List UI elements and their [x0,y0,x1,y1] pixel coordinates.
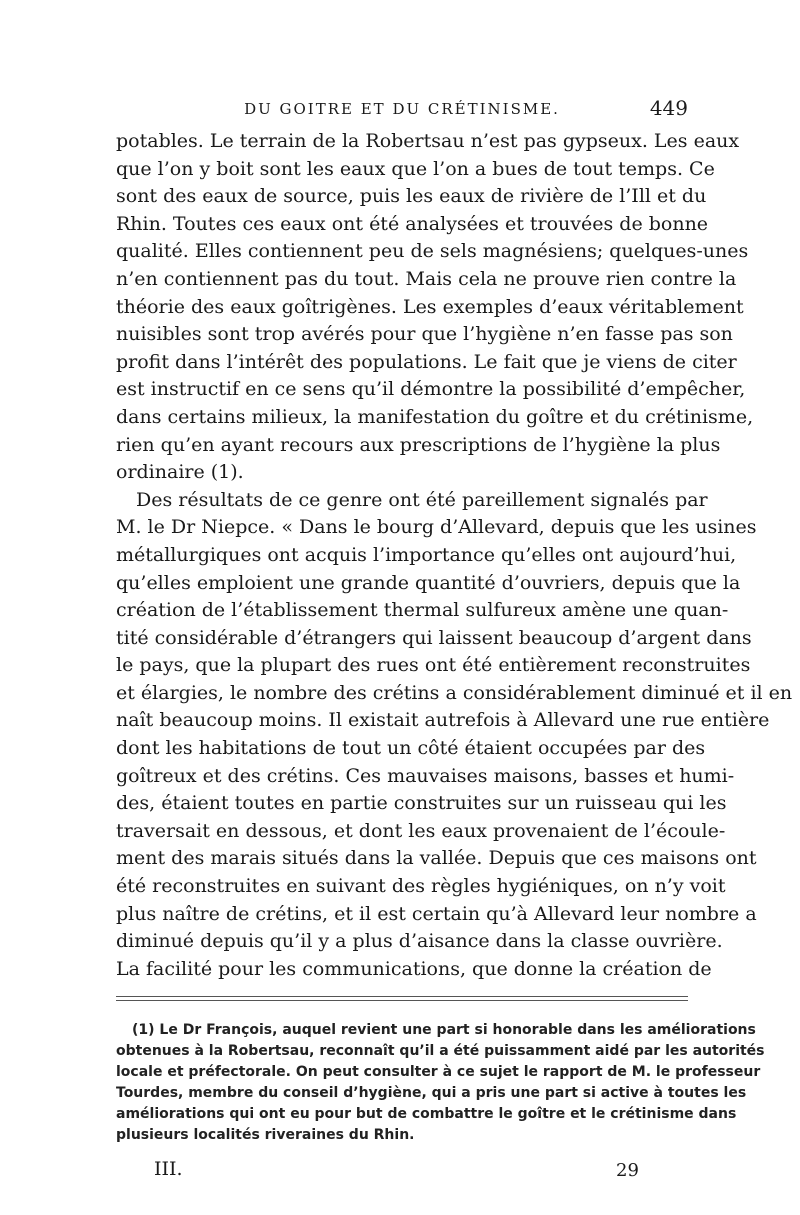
text-line: profit dans l’intérêt des populations. Le fait que je viens de citer [116,350,737,373]
footnote-line: (1) Le Dr François, auquel revient une part si honorable dans les améliorations [132,1022,756,1038]
text-line: métallurgiques ont acquis l’importance qu’elles ont aujourd’hui, [116,543,737,566]
text-line: La facilité pour les communications, que donne la création de [116,957,712,980]
text-line: que l’on y boit sont les eaux que l’on a bues de tout temps. Ce [116,157,715,180]
text-line: création de l’établissement thermal sulfureux amène une quan- [116,599,729,622]
running-head [116,98,688,122]
text-line: qualité. Elles contiennent peu de sels magnésiens; quelques-unes [116,240,749,263]
text-line: dont les habitations de tout un côté étaient occupées par des [116,737,706,760]
footnote-line: Tourdes, membre du conseil d’hygiène, qui a pris une part si active à toutes les [116,1085,747,1101]
text-line: dans certains milieux, la manifestation du goître et du crétinisme, [116,405,754,428]
text-line: des, étaient toutes en partie construites sur un ruisseau qui les [116,792,727,815]
footnote-line: obtenues à la Robertsau, reconnaît qu’il a été puissamment aidé par les autorités [116,1043,765,1059]
text-line: potables. Le terrain de la Robertsau n’est pas gypseux. Les eaux [116,130,740,152]
text-line: rien qu’en ayant recours aux prescriptions de l’hygiène la plus [116,433,721,456]
text-line: est instructif en ce sens qu’il démontre la possibilité d’empêcher, [116,378,746,401]
text-line: ordinaire (1). [116,461,244,484]
footnote-line: locale et préfectorale. On peut consulter à ce sujet le rapport de M. le professeur [116,1064,761,1080]
text-line: sont des eaux de source, puis les eaux de rivière de l’Ill et du [116,185,707,208]
text-line: le pays, que la plupart des rues ont été entièrement reconstruites [116,654,751,677]
text-line: qu’elles emploient une grande quantité d’ouvriers, depuis que la [116,571,741,594]
text-line: traversait en dessous, et dont les eaux provenaient de l’écoule- [116,819,726,842]
signature-volume: III. [154,1158,183,1180]
text-line: diminué depuis qu’il y a plus d’aisance dans la classe ouvrière. [116,930,723,953]
footnote-line: améliorations qui ont eu pour but de combattre le goître et le crétinisme dans [116,1106,737,1122]
text-line: tité considérable d’étrangers qui laissent beaucoup d’argent dans [116,626,752,649]
footnote [116,1020,765,1146]
text-line: ment des marais situés dans la vallée. Depuis que ces maisons ont [116,847,757,870]
text-line: Rhin. Toutes ces eaux ont été analysées et trouvées de bonne [116,212,709,235]
footnote-separator [116,996,688,1001]
text-line: été reconstruites en suivant des règles hygiéniques, on n’y voit [116,875,726,898]
main-text [116,128,793,983]
text-line: M. le Dr Niepce. « Dans le bourg d’Allevard, depuis que les usines [116,516,757,539]
running-title: DU GOITRE ET DU CRÉTINISME. [244,100,560,118]
text-line: Des résultats de ce genre ont été pareillement signalés par [136,488,708,511]
text-line: goîtreux et des crétins. Ces mauvaises maisons, basses et humi- [116,764,735,787]
text-line: n’en contiennent pas du tout. Mais cela ne prouve rien contre la [116,267,737,290]
text-line: théorie des eaux goîtrigènes. Les exemples d’eaux véritablement [116,295,744,318]
footnote-line: plusieurs localités riveraines du Rhin. [116,1127,415,1143]
signature-number: 29 [616,1160,639,1181]
text-line: nuisibles sont trop avérés pour que l’hygiène n’en fasse pas son [116,323,733,346]
text-line: plus naître de crétins, et il est certain qu’à Allevard leur nombre a [116,902,757,925]
page-number: 449 [649,96,688,120]
text-line: et élargies, le nombre des crétins a considérablement diminué et il en [116,681,793,704]
text-line: naît beaucoup moins. Il existait autrefois à Allevard une rue entière [116,709,770,732]
